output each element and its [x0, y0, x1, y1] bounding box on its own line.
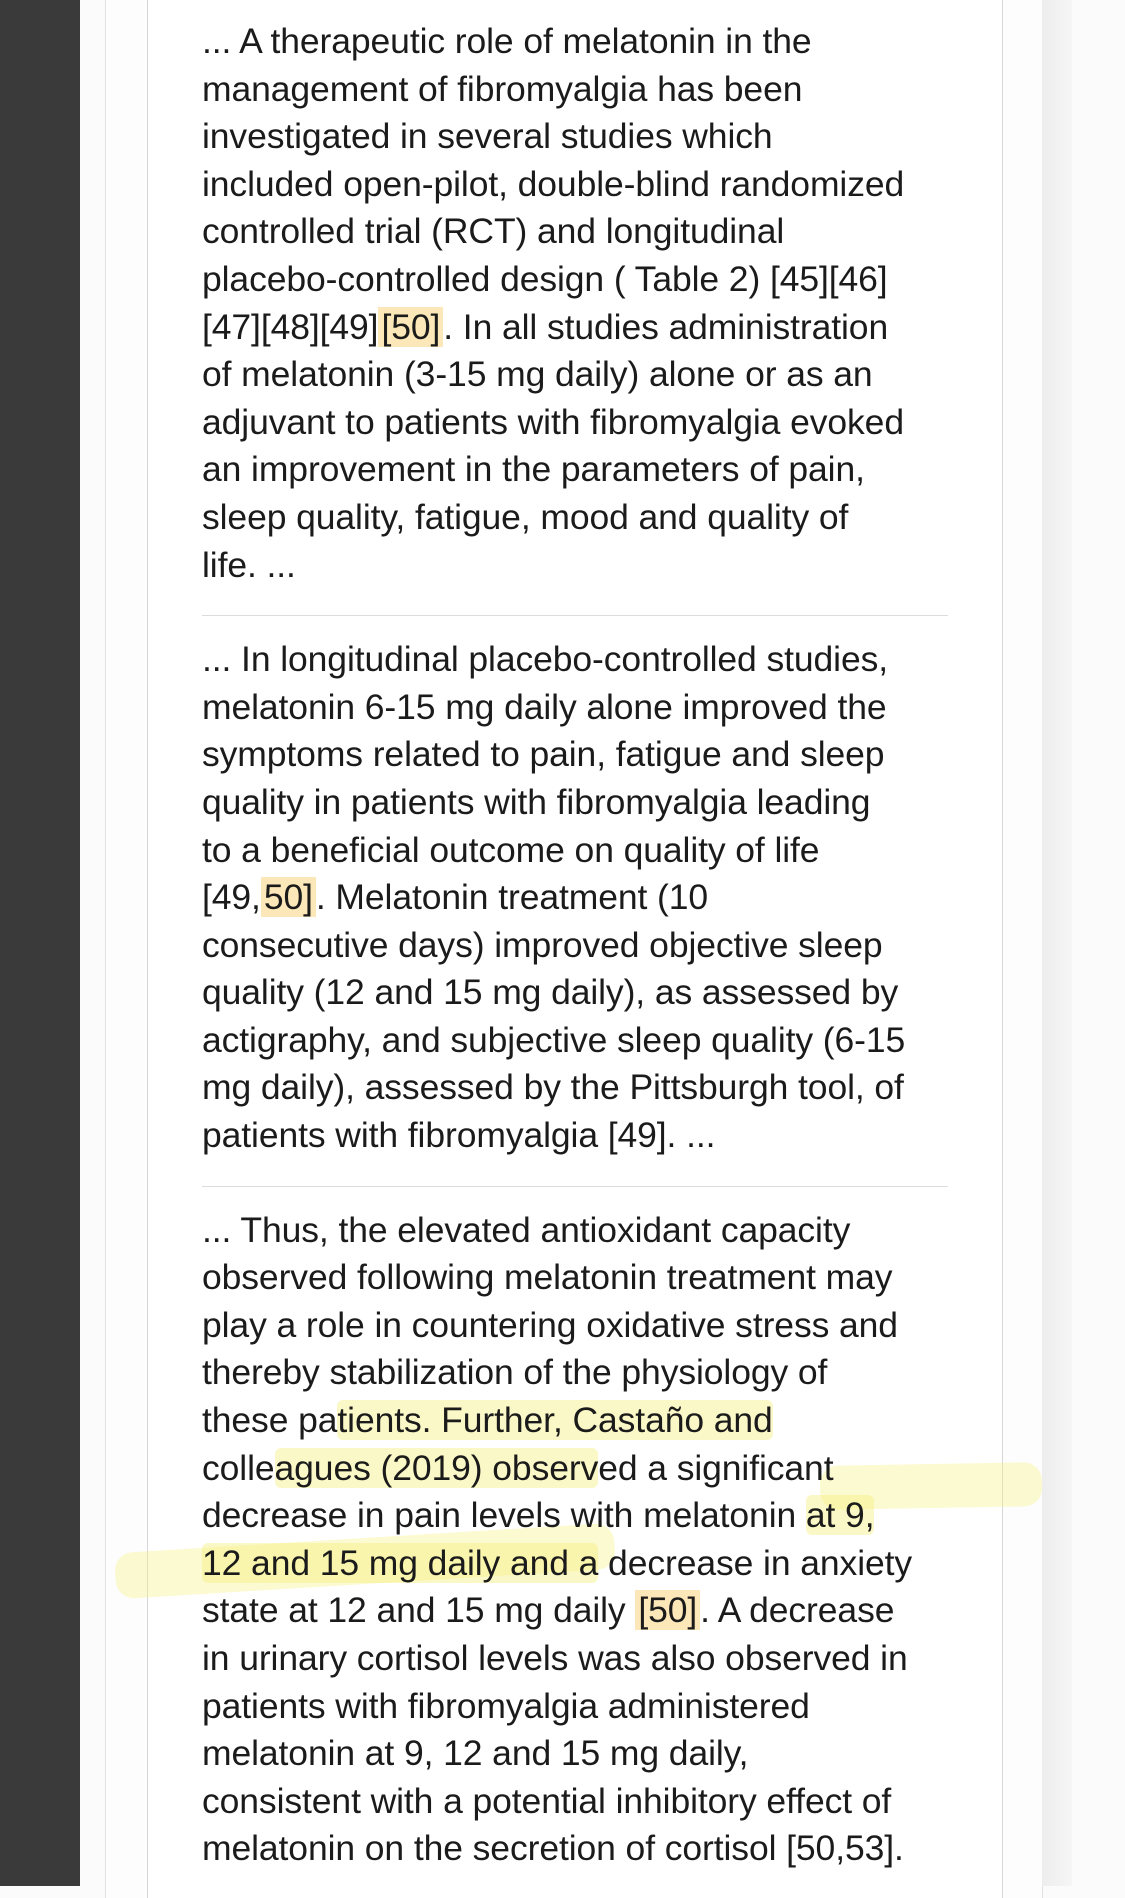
snippet-line: investigated in several studies which [202, 116, 773, 157]
snippet-line: observed following melatonin treatment may [202, 1257, 893, 1298]
snippet-line: play a role in countering oxidative stress and [202, 1304, 898, 1345]
snippet-line: patients with fibromyalgia administered [202, 1685, 810, 1726]
snippet-line: adjuvant to patients with fibromyalgia evoked [202, 401, 904, 442]
snippet-line: ... Thus, the elevated antioxidant capacity [202, 1209, 851, 1250]
snippet-line: to a beneficial outcome on quality of life [202, 829, 820, 870]
snippet-line: ... A therapeutic role of melatonin in the [202, 21, 812, 61]
marker-highlight: tients. Further, Castaño and [337, 1400, 773, 1441]
snippet-line: decrease in pain levels with melatonin [202, 1495, 806, 1536]
snippet-line: . Melatonin treatment (10 [315, 877, 709, 918]
snippet-line: [47][48][49] [202, 306, 379, 347]
snippet-line: quality (12 and 15 mg daily), as assessed by [202, 972, 899, 1013]
snippet-divider [202, 1186, 948, 1187]
snippet-line: consistent with a potential inhibitory effect of [202, 1780, 892, 1821]
snippet-line: state at 12 and 15 mg daily [202, 1590, 636, 1631]
left-sidebar [0, 0, 80, 1886]
snippet-1[interactable] [202, 18, 950, 589]
snippet-line: life. ... [202, 544, 296, 585]
snippet-line: these pa [202, 1400, 338, 1441]
snippet-line: melatonin on the secretion of cortisol [50,53]. [202, 1828, 904, 1869]
citation-highlight[interactable]: [50] [635, 1590, 700, 1630]
snippet-line: controlled trial (RCT) and longitudinal [202, 211, 785, 252]
search-snippets [202, 18, 950, 1873]
snippet-2[interactable] [202, 636, 950, 1160]
snippet-line: management of fibromyalgia has been [202, 68, 803, 109]
snippet-line: melatonin 6-15 mg daily alone improved the [202, 686, 887, 727]
snippet-line: colle [202, 1447, 275, 1488]
marker-highlight: at 9, [805, 1495, 875, 1536]
snippet-line: consecutive days) improved objective sleep [202, 924, 883, 965]
snippet-line: quality in patients with fibromyalgia leading [202, 781, 871, 822]
snippet-line: [49, [202, 877, 261, 918]
snippet-line: . In all studies administration [443, 306, 889, 347]
snippet-line: . A decrease [700, 1590, 895, 1631]
citation-highlight[interactable]: [50] [378, 307, 443, 347]
marker-highlight: agues (2019) observ [274, 1447, 599, 1488]
snippet-line: decrease in anxiety [598, 1542, 913, 1583]
snippet-line: included open-pilot, double-blind randomized [202, 163, 905, 204]
snippet-divider [202, 615, 948, 616]
snippet-line: mg daily), assessed by the Pittsburgh tool, of [202, 1067, 904, 1108]
snippet-line: placebo-controlled design ( Table 2) [45][46] [202, 258, 888, 299]
snippet-3[interactable] [202, 1207, 950, 1873]
citation-highlight[interactable]: 50] [261, 877, 316, 917]
snippet-line: ... In longitudinal placebo-controlled studies, [202, 639, 889, 680]
snippet-line: thereby stabilization of the physiology of [202, 1352, 828, 1393]
snippet-line: of melatonin (3-15 mg daily) alone or as an [202, 354, 873, 395]
snippet-line: in urinary cortisol levels was also observed in [202, 1638, 908, 1678]
snippet-line: symptoms related to pain, fatigue and sleep [202, 734, 885, 775]
marker-highlight: 12 and 15 mg daily and a [202, 1542, 599, 1583]
snippet-line: sleep quality, fatigue, mood and quality of [202, 496, 849, 537]
snippet-line: ed a significant [598, 1447, 834, 1488]
snippet-line: patients with fibromyalgia [49]. ... [202, 1115, 716, 1156]
snippet-line: actigraphy, and subjective sleep quality (6-15 [202, 1019, 906, 1060]
snippet-line: an improvement in the parameters of pain, [202, 449, 865, 490]
snippet-line: melatonin at 9, 12 and 15 mg daily, [202, 1733, 749, 1774]
right-gutter [1042, 0, 1072, 1886]
